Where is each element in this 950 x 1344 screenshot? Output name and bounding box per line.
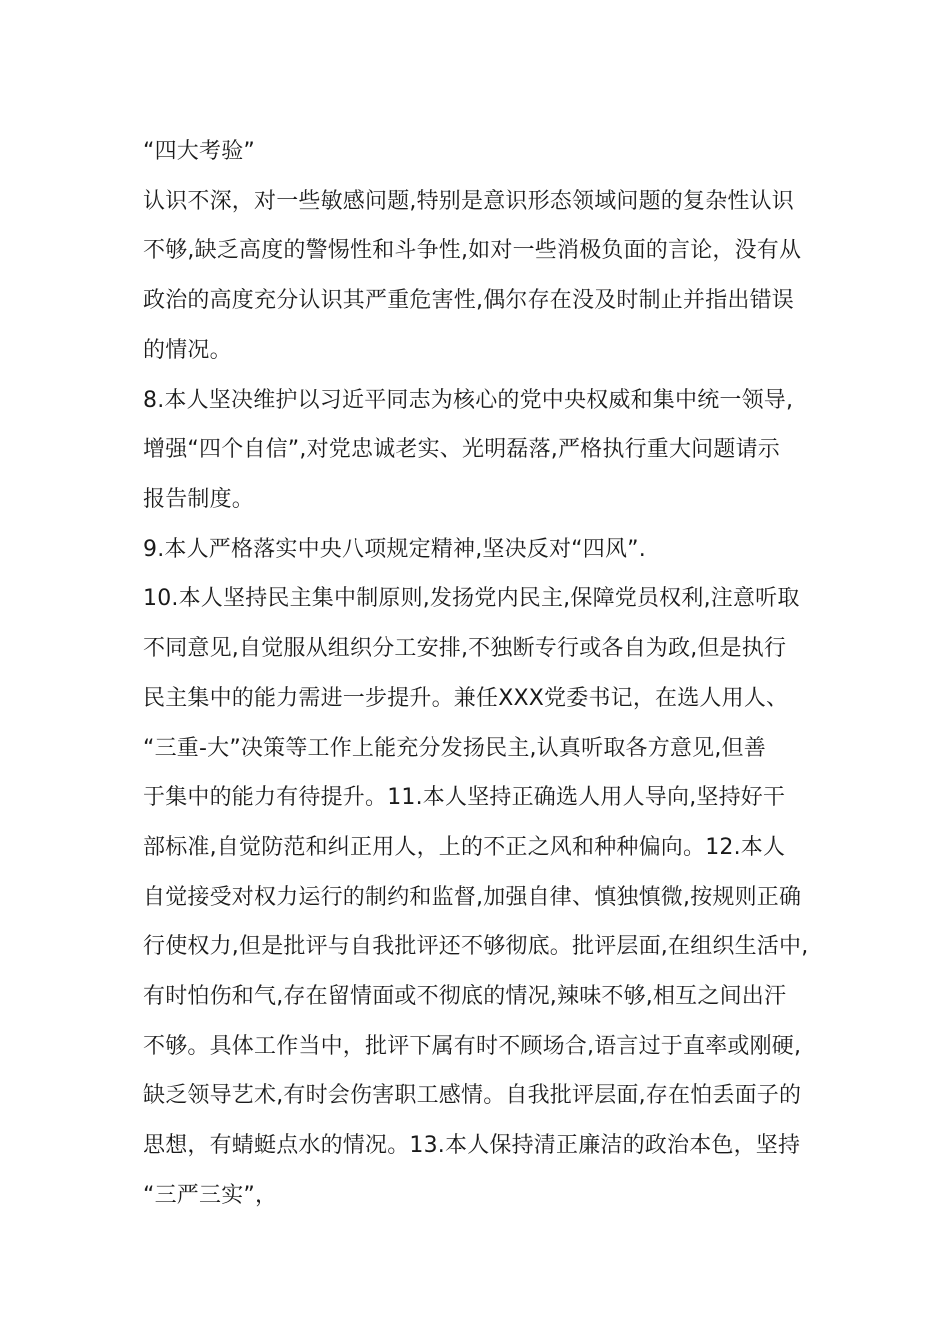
text-line-12: 民主集中的能力需进一步提升。兼任XXX党委书记，在选人用人、 — [143, 686, 789, 711]
text-line-20: 缺乏领导艺术,有时会伤害职工感情。自我批评层面,存在怕丢面子的 — [143, 1083, 802, 1108]
text-line-16: 自觉接受对权力运行的制约和监督,加强自律、慎独慎微,按规则正确 — [143, 885, 802, 910]
text-line-19: 不够。具体工作当中，批评下属有时不顾场合,语言过于直率或刚硬, — [143, 1034, 802, 1059]
text-line-9: 9.本人严格落实中央八项规定精神,坚决反对“四风”. — [143, 537, 646, 562]
text-line-5: 的情况。 — [143, 338, 232, 363]
text-line-4: 政治的高度充分认识其严重危害性,偶尔存在没及时制止并指出错误 — [143, 288, 794, 313]
text-line-10: 10.本人坚持民主集中制原则,发扬党内民主,保障党员权利,注意听取 — [143, 586, 800, 611]
text-line-15: 部标准,自觉防范和纠正用人，上的不正之风和种种偏向。12.本人 — [143, 835, 786, 860]
text-line-2: 认识不深，对一些敏感问题,特别是意识形态领域问题的复杂性认识 — [143, 189, 794, 214]
text-line-22: “三严三实”， — [143, 1183, 278, 1208]
text-line-21: 思想，有蜻蜓点水的情况。13.本人保持清正廉洁的政治本色，坚持 — [143, 1133, 801, 1158]
text-line-1: “四大考验” — [143, 139, 255, 164]
text-line-3: 不够,缺乏高度的警惕性和斗争性,如对一些消极负面的言论，没有从 — [143, 238, 802, 263]
text-line-8: 报告制度。 — [143, 487, 255, 512]
text-line-18: 有时怕伤和气,存在留情面或不彻底的情况,辣味不够,相互之间出汗 — [143, 984, 787, 1009]
text-line-6: 8.本人坚决维护以习近平同志为核心的党中央权威和集中统一领导, — [143, 388, 794, 413]
text-line-14: 于集中的能力有待提升。11.本人坚持正确选人用人导向,坚持好干 — [143, 785, 786, 810]
text-line-7: 增强“四个自信”,对党忠诚老实、光明磊落,严格执行重大问题请示 — [143, 437, 780, 462]
text-line-13: “三重-大”决策等工作上能充分发扬民主,认真听取各方意见,但善 — [143, 736, 766, 761]
text-line-17: 行使权力,但是批评与自我批评还不够彻底。批评层面,在组织生活中, — [143, 934, 809, 959]
text-line-11: 不同意见,自觉服从组织分工安排,不独断专行或各自为政,但是执行 — [143, 636, 787, 661]
